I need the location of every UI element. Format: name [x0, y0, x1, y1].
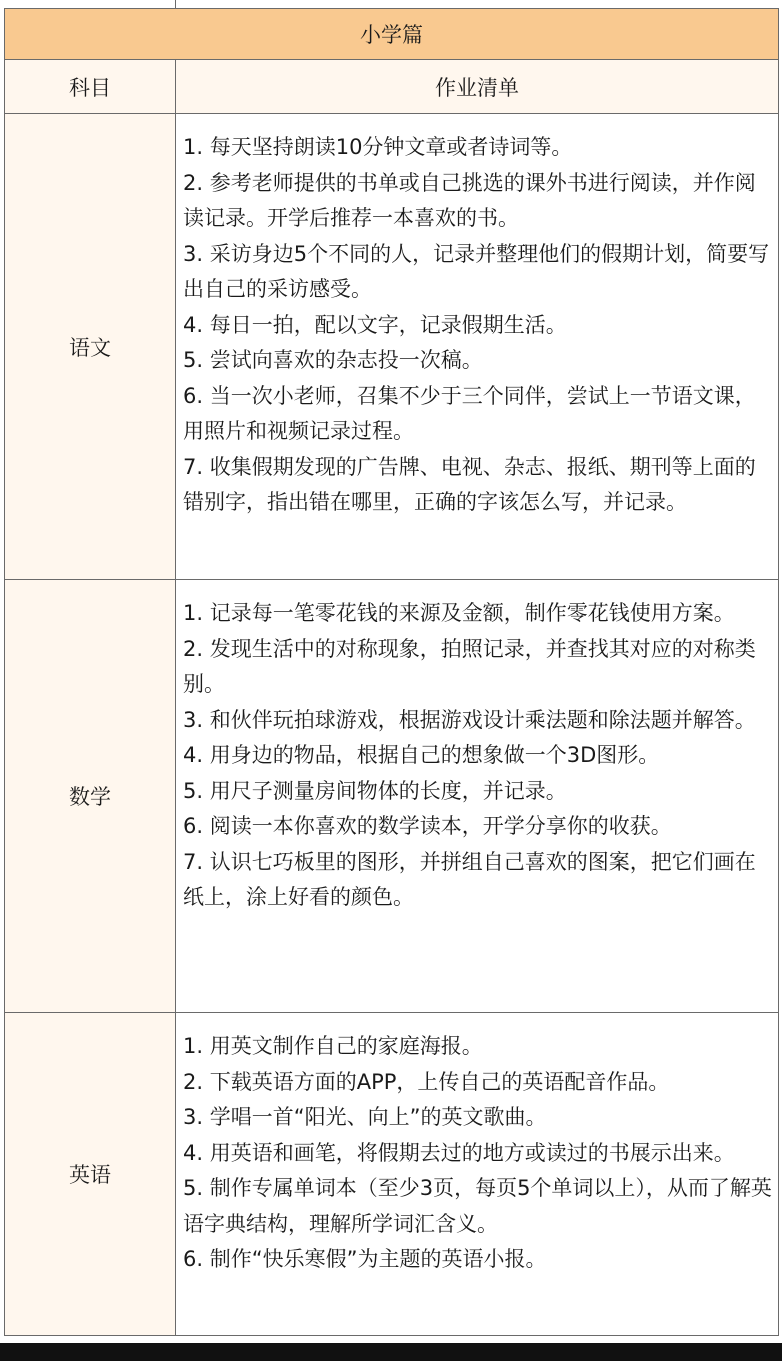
task-item: 6. 当一次小老师，召集不少于三个同伴，尝试上一节语文课，用照片和视频记录过程。 [183, 383, 756, 443]
subject-cell: 语文 [5, 114, 176, 580]
task-item: 1. 用英文制作自己的家庭海报。 [183, 1034, 483, 1058]
task-item: 5. 用尺子测量房间物体的长度，并记录。 [183, 778, 567, 803]
header-tasks: 作业清单 [176, 60, 779, 114]
top-strip [0, 0, 782, 8]
header-row [5, 60, 779, 114]
task-item: 3. 和伙伴玩拍球游戏，根据游戏设计乘法题和除法题并解答。 [183, 707, 756, 732]
column-divider-stub [175, 0, 176, 8]
subject-cell: 英语 [5, 1013, 176, 1336]
tasks-cell [176, 114, 779, 580]
task-item: 6. 阅读一本你喜欢的数学读本，开学分享你的收获。 [183, 814, 672, 838]
table-row-english [5, 1013, 779, 1336]
task-item: 6. 制作“快乐寒假”为主题的英语小报。 [183, 1247, 547, 1271]
task-item: 4. 用英语和画笔，将假期去过的地方或读过的书展示出来。 [183, 1140, 735, 1165]
homework-table [4, 8, 779, 1336]
task-item: 2. 下载英语方面的APP，上传自己的英语配音作品。 [183, 1069, 670, 1094]
table-title: 小学篇 [5, 9, 779, 60]
task-item: 7. 认识七巧板里的图形，并拼组自己喜欢的图案，把它们画在纸上，涂上好看的颜色。 [183, 849, 756, 909]
table-row-math [5, 580, 779, 1013]
task-item: 1. 记录每一笔零花钱的来源及金额，制作零花钱使用方案。 [183, 601, 735, 625]
task-item: 3. 采访身边5个不同的人，记录并整理他们的假期计划，简要写出自己的采访感受。 [183, 241, 770, 301]
task-item: 3. 学唱一首“阳光、向上”的英文歌曲。 [183, 1105, 547, 1129]
tasks-cell [176, 1013, 779, 1336]
bottom-bar [0, 1343, 782, 1361]
title-row [5, 9, 779, 60]
tasks-cell [176, 580, 779, 1013]
task-item: 7. 收集假期发现的广告牌、电视、杂志、报纸、期刊等上面的错别字，指出错在哪里，正确的字该怎么写，并记录。 [183, 454, 756, 514]
task-item: 4. 每日一拍，配以文字，记录假期生活。 [183, 312, 567, 337]
task-item: 2. 发现生活中的对称现象，拍照记录，并查找其对应的对称类别。 [183, 636, 756, 696]
task-item: 5. 制作专属单词本（至少3页，每页5个单词以上），从而了解英语字典结构，理解所学词汇含义。 [183, 1176, 772, 1236]
table-row-chinese [5, 114, 779, 580]
task-item: 5. 尝试向喜欢的杂志投一次稿。 [183, 348, 483, 372]
subject-cell: 数学 [5, 580, 176, 1013]
task-item: 1. 每天坚持朗读10分钟文章或者诗词等。 [183, 135, 573, 159]
task-item: 2. 参考老师提供的书单或自己挑选的课外书进行阅读，并作阅读记录。开学后推荐一本喜欢的书。 [183, 170, 756, 230]
task-item: 4. 用身边的物品，根据自己的想象做一个3D图形。 [183, 743, 660, 767]
header-subject: 科目 [5, 60, 176, 114]
